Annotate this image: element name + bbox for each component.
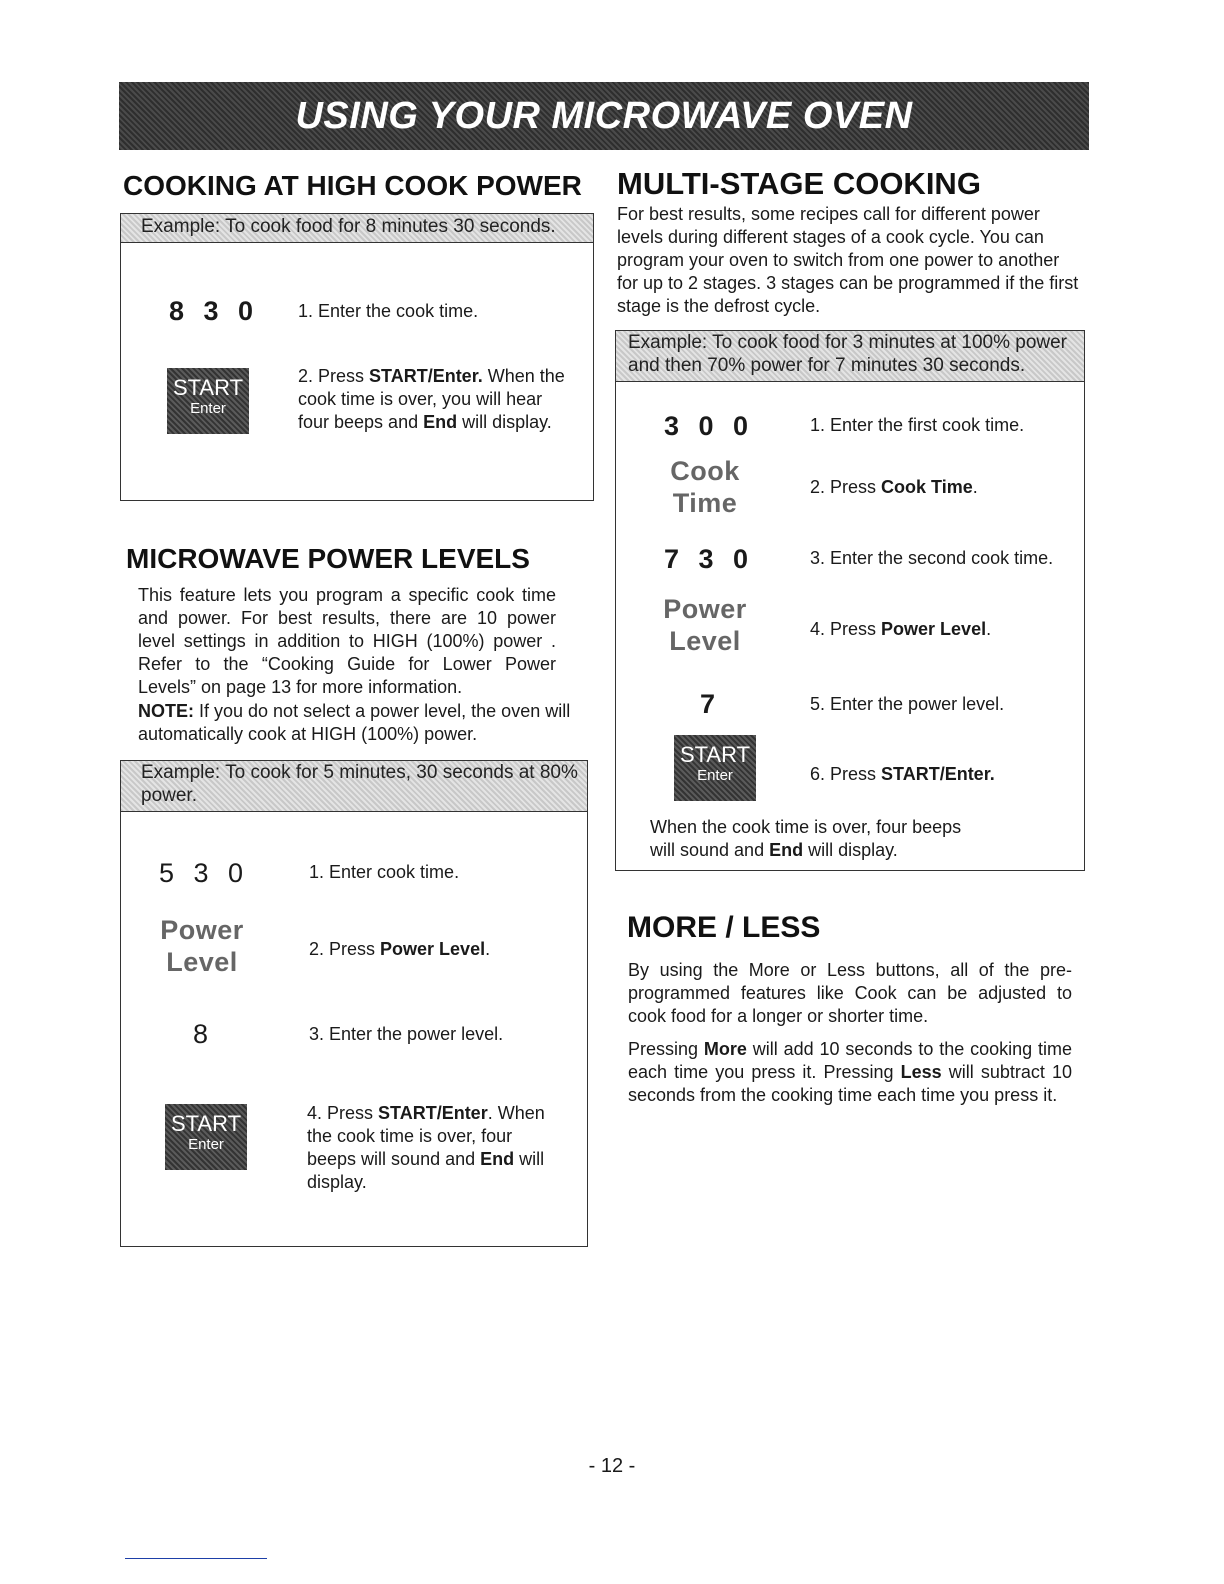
multi-stage-example-box bbox=[615, 330, 1085, 871]
enter-label: Enter bbox=[190, 400, 226, 417]
step-1: 1. Enter cook time. bbox=[309, 862, 460, 882]
power-levels-body: This feature lets you program a specific cook time and power. For best results, there are 10 power level settings in addition to HIGH (100%) power . Refer to the “Cooking Guide for Lower Power Levels” on page 13 for more information. bbox=[138, 585, 556, 697]
enter-label: Enter bbox=[697, 767, 733, 784]
start-label: START bbox=[172, 375, 244, 400]
power-level-pad: Power Level bbox=[663, 594, 747, 656]
power-levels-note: NOTE: If you do not select a power level, the oven will automatically cook at HIGH (100%) power. bbox=[138, 701, 571, 744]
start-enter-button bbox=[674, 735, 756, 801]
more-less-heading: MORE / LESS bbox=[627, 911, 821, 944]
more-less-body: By using the More or Less buttons, all of the pre-programmed features like Cook can be adjusted to cook food for a longer or shorter time. bbox=[628, 960, 1072, 1026]
more-less-detail: Pressing More will add 10 seconds to the cooking time each time you press it. Pressing Less will subtract 10 seconds from the cooking time each time you press it. bbox=[628, 1039, 1072, 1105]
high-power-example-box bbox=[120, 213, 594, 501]
step-4: 4. Press START/Enter. When the cook time is over, four beeps will sound and End will display. bbox=[307, 1103, 545, 1192]
step-6: 6. Press START/Enter. bbox=[810, 764, 995, 784]
step-4: 4. Press Power Level. bbox=[810, 619, 992, 639]
step-2: 2. Press START/Enter. When the cook time is over, you will hear four beeps and End will display. bbox=[298, 366, 565, 432]
multi-stage-heading: MULTI-STAGE COOKING bbox=[617, 166, 981, 201]
keypad-entry: 8 3 0 bbox=[169, 296, 260, 326]
example-bar: Example: To cook food for 3 minutes at 100% power and then 70% power for 7 minutes 30 seconds. bbox=[616, 331, 1084, 382]
step-1: 1. Enter the cook time. bbox=[298, 301, 479, 321]
keypad-entry: 3 0 0 bbox=[664, 411, 755, 441]
multi-stage-body: For best results, some recipes call for different power levels during different stages of a cook cycle. You can program your oven to switch from one power to another for up to 2 stages. 3 stages can be programmed if the first stage is the defrost cycle. bbox=[617, 204, 1079, 316]
page-banner bbox=[119, 82, 1089, 150]
footer-rule bbox=[125, 1558, 267, 1559]
page-number: - 12 - bbox=[588, 1455, 636, 1477]
high-power-heading: COOKING AT HIGH COOK POWER bbox=[123, 170, 582, 201]
power-levels-example-box bbox=[120, 760, 588, 1247]
enter-label: Enter bbox=[188, 1136, 224, 1153]
note-label: NOTE: bbox=[138, 701, 194, 721]
power-levels-heading: MICROWAVE POWER LEVELS bbox=[126, 543, 530, 574]
start-enter-button bbox=[165, 1104, 247, 1170]
example-bar: Example: To cook for 5 minutes, 30 seconds at 80% power. bbox=[121, 761, 587, 812]
start-enter-button bbox=[167, 368, 249, 434]
multi-stage-footer: When the cook time is over, four beeps will sound and End will display. bbox=[650, 817, 962, 860]
banner-title: USING YOUR MICROWAVE OVEN bbox=[295, 94, 913, 137]
step-5: 5. Enter the power level. bbox=[810, 694, 1005, 714]
start-label: START bbox=[170, 1111, 242, 1136]
power-level-pad: Power Level bbox=[160, 915, 244, 977]
keypad-entry: 7 3 0 bbox=[664, 544, 755, 574]
step-2: 2. Press Power Level. bbox=[309, 939, 491, 959]
keypad-entry: 5 3 0 bbox=[159, 858, 250, 888]
step-2: 2. Press Cook Time. bbox=[810, 477, 978, 497]
step-3: 3. Enter the power level. bbox=[309, 1024, 504, 1044]
step-1: 1. Enter the first cook time. bbox=[810, 415, 1025, 435]
step-3: 3. Enter the second cook time. bbox=[810, 548, 1054, 568]
example-bar: Example: To cook food for 8 minutes 30 seconds. bbox=[121, 214, 593, 243]
keypad-entry: 8 bbox=[193, 1019, 215, 1049]
keypad-entry: 7 bbox=[700, 689, 722, 719]
start-label: START bbox=[679, 742, 751, 767]
cook-time-pad: Cook Time bbox=[670, 456, 740, 518]
